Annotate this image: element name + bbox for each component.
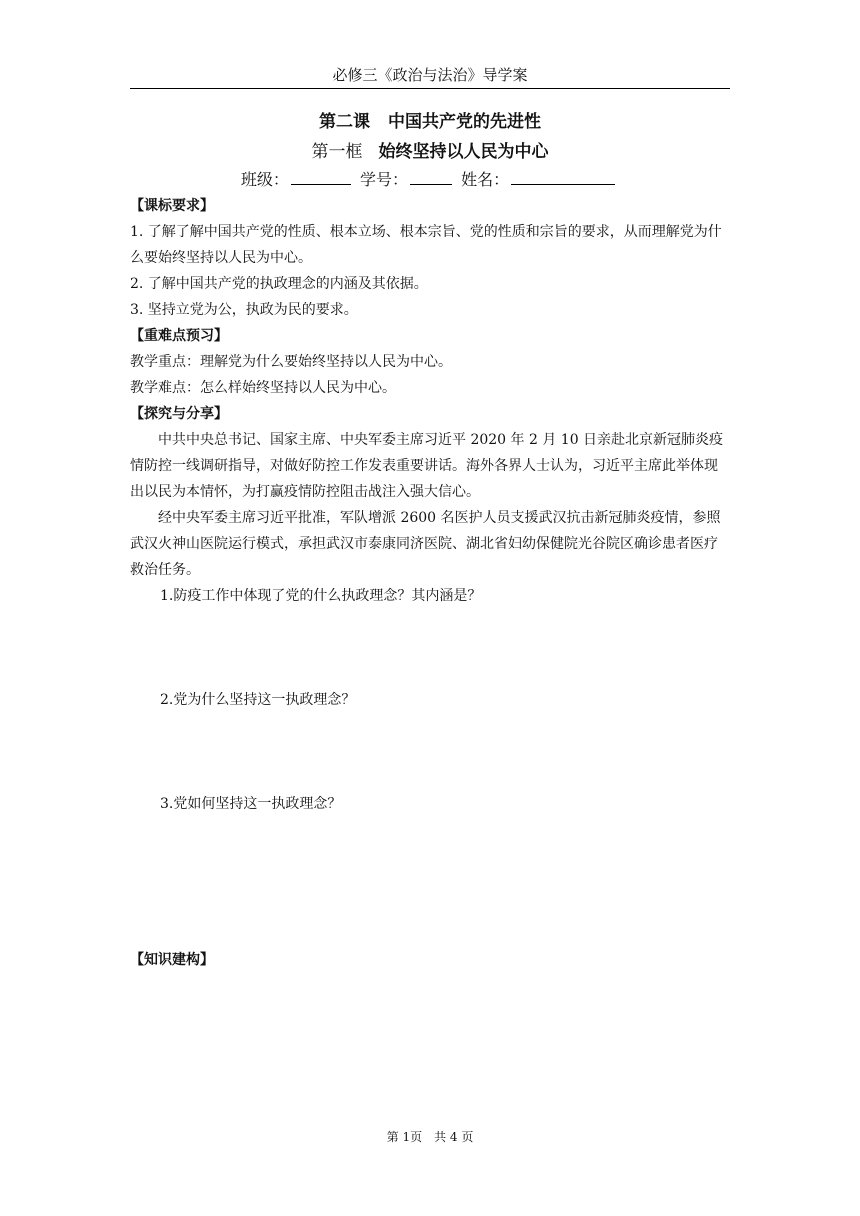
- page-total: 共 4 页: [434, 1130, 474, 1144]
- class-blank[interactable]: [291, 168, 351, 185]
- knowledge-title: 【知识建构】: [130, 952, 214, 968]
- student-id-blank[interactable]: [410, 168, 452, 185]
- teaching-difficult-point: 教学难点：怎么样始终坚持以人民为中心。: [130, 380, 396, 396]
- page-footer: [0, 1128, 860, 1145]
- lesson-name: 中国共产党的先进性: [388, 112, 541, 132]
- student-id-label: 学号：: [359, 170, 408, 189]
- frame-name: 始终坚持以人民为中心: [378, 142, 549, 162]
- question-3: 3.党如何坚持这一执政理念？: [160, 796, 342, 812]
- class-label: 班级：: [240, 170, 289, 189]
- explore-paragraph: 中共中央总书记、国家主席、中央军委主席习近平 2020 年 2 月 10 日亲赴北京新冠肺炎疫情防控一线调研指导，对做好防控工作发表重要讲话。海外各界人士认为，习近平主席此举体现出以民为本情怀，为打赢疫情防控阻击战注入强大信心。: [130, 432, 724, 500]
- question-2: 2.党为什么坚持这一执政理念？: [160, 692, 356, 708]
- answer-space-3[interactable]: [130, 817, 730, 947]
- lesson-title: [0, 107, 860, 132]
- student-info-row: [0, 167, 860, 190]
- frame-number: 第一框: [311, 142, 363, 162]
- student-name-label: 姓名：: [461, 170, 510, 189]
- key-points-title: 【重难点预习】: [130, 328, 228, 344]
- standards-title: 【课标要求】: [130, 198, 214, 214]
- answer-space-2[interactable]: [130, 713, 730, 791]
- page-number: 第 1页: [386, 1130, 423, 1144]
- header-rule: [130, 88, 730, 89]
- answer-space-1[interactable]: [130, 609, 730, 687]
- explore-title: 【探究与分享】: [130, 406, 228, 422]
- lesson-number: 第二课: [319, 112, 370, 132]
- student-name-blank[interactable]: [511, 168, 615, 185]
- explore-paragraph: 经中央军委主席习近平批准，军队增派 2600 名医护人员支援武汉抗击新冠肺炎疫情，参照武汉火神山医院运行模式，承担武汉市泰康同济医院、湖北省妇幼保健院光谷院区确诊患者医疗救治任务。: [130, 510, 721, 578]
- standards-item: 3. 坚持立党为公，执政为民的要求。: [130, 302, 358, 318]
- question-1: 1.防疫工作中体现了党的什么执政理念？其内涵是？: [160, 588, 482, 604]
- frame-title: [0, 137, 860, 162]
- teaching-key-point: 教学重点：理解党为什么要始终坚持以人民为中心。: [130, 354, 452, 370]
- main-content: [130, 193, 730, 973]
- standards-item: 2. 了解中国共产党的执政理念的内涵及其依据。: [130, 276, 428, 292]
- standards-item: 1. 了解了解中国共产党的性质、根本立场、根本宗旨、党的性质和宗旨的要求，从而理解党为什么要始终坚持以人民为中心。: [130, 224, 722, 266]
- document-header: 必修三《政治与法治》导学案: [332, 66, 528, 84]
